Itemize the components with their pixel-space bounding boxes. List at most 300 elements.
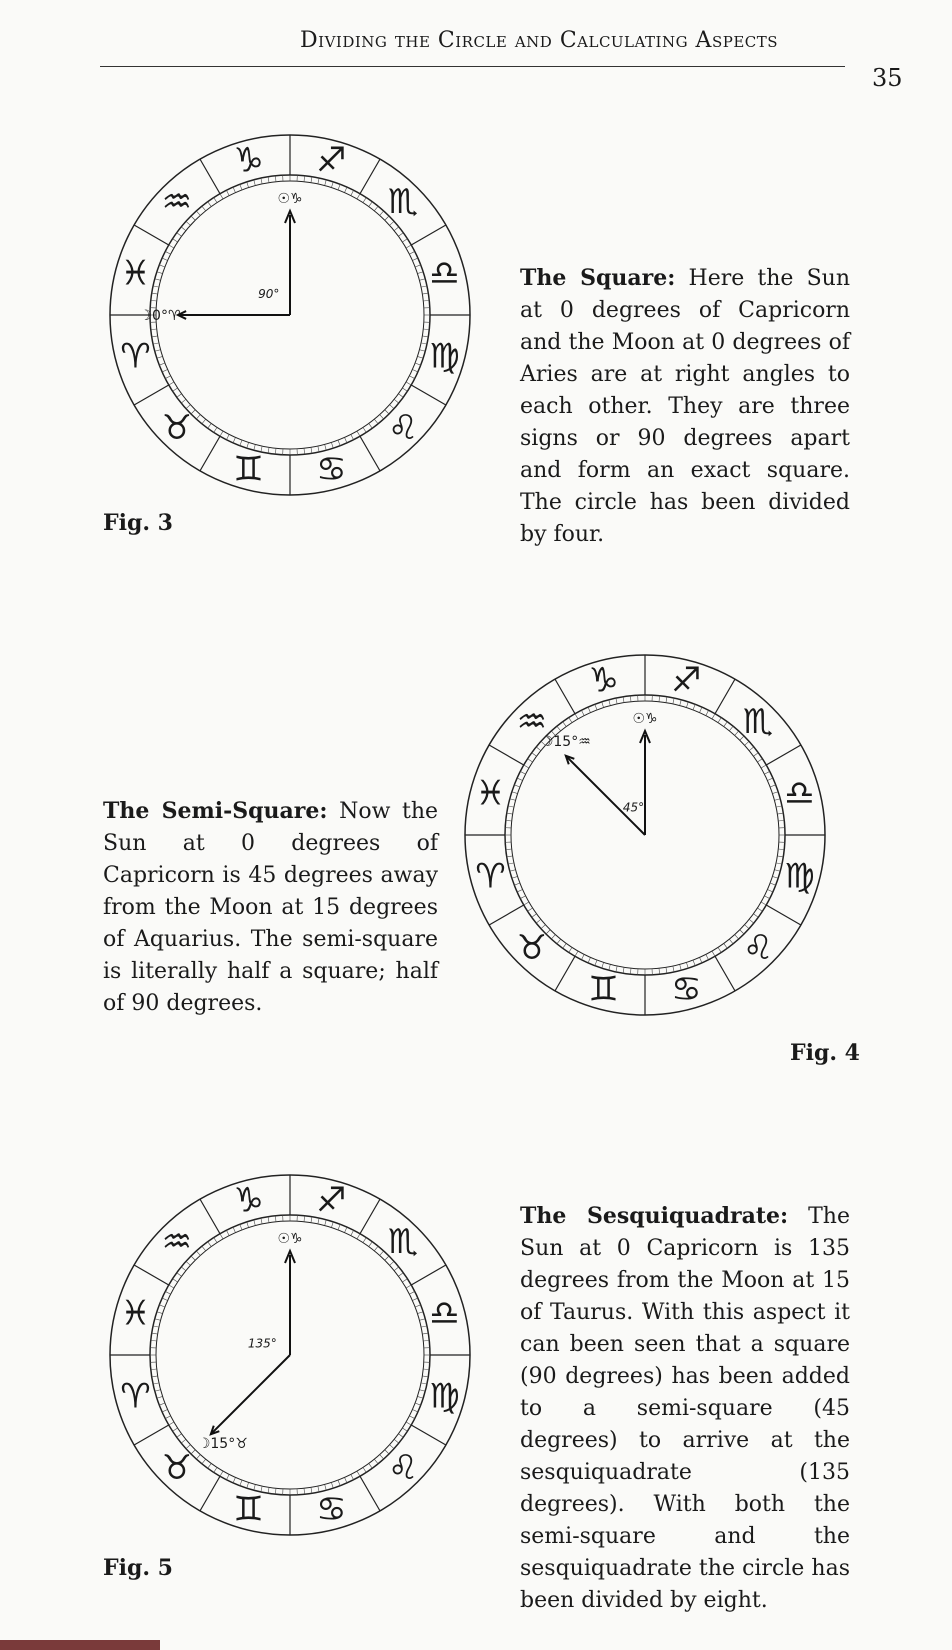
zodiac-sign-glyph: ♏ [387, 1221, 419, 1262]
degree-tick [630, 968, 631, 974]
sign-divider [200, 1476, 220, 1511]
degree-tick [173, 239, 178, 242]
degree-tick [240, 184, 242, 190]
sign-divider [715, 679, 735, 714]
degree-tick [247, 442, 249, 448]
degree-tick [357, 1471, 360, 1476]
zodiac-sign-glyph: ♈ [120, 1376, 151, 1417]
degree-tick [390, 1261, 394, 1265]
sign-divider [360, 159, 380, 194]
degree-tick [507, 813, 513, 814]
degree-tick [417, 1396, 423, 1398]
degree-tick [357, 431, 360, 436]
degree-tick [173, 1428, 178, 1431]
sign-divider [555, 956, 575, 991]
degree-tick [764, 771, 769, 774]
degree-tick [724, 722, 728, 727]
degree-tick [575, 951, 578, 956]
degree-tick [374, 206, 378, 211]
degree-tick [588, 957, 590, 962]
degree-tick [374, 419, 378, 424]
moon-position-label: ☽15°♉ [197, 1436, 248, 1453]
degree-tick [390, 221, 394, 225]
degree-tick [311, 447, 312, 453]
degree-tick [157, 1312, 163, 1314]
degree-tick [196, 1251, 200, 1255]
degree-tick [417, 272, 423, 274]
degree-tick [767, 778, 772, 780]
zodiac-sign-glyph: ♒ [161, 181, 193, 222]
degree-tick [659, 968, 660, 974]
sign-divider [766, 905, 801, 925]
degree-tick [422, 293, 428, 294]
degree-tick [357, 1234, 360, 1239]
degree-tick [514, 785, 520, 787]
degree-tick [394, 399, 399, 403]
sign-divider [766, 745, 801, 765]
degree-tick [764, 896, 769, 899]
degree-tick [693, 704, 695, 710]
degree-tick [412, 1298, 417, 1300]
degree-tick [569, 718, 572, 723]
sign-divider [134, 1265, 169, 1285]
degree-tick [162, 258, 167, 260]
degree-tick [268, 447, 269, 453]
degree-tick [304, 1216, 305, 1222]
degree-tick [155, 350, 161, 352]
degree-tick [745, 741, 749, 745]
degree-tick [181, 227, 186, 231]
sun-position-label: ☉♑ [632, 711, 658, 727]
zodiac-sign-glyph: ♎ [784, 773, 815, 814]
degree-tick [345, 187, 347, 192]
degree-tick [208, 202, 212, 207]
sign-divider [360, 1199, 380, 1234]
degree-tick [233, 437, 235, 442]
degree-tick [421, 343, 427, 344]
zodiac-sign-glyph: ♋ [671, 969, 702, 1010]
degree-tick [419, 279, 425, 281]
sign-divider [411, 1265, 446, 1285]
degree-tick [700, 707, 702, 712]
sign-divider [360, 1476, 380, 1511]
degree-tick [173, 1279, 178, 1282]
degree-tick [159, 1305, 165, 1307]
degree-tick [700, 957, 702, 962]
degree-tick [331, 1482, 333, 1488]
degree-tick [268, 1217, 269, 1223]
degree-tick [409, 1416, 414, 1419]
degree-tick [374, 1459, 378, 1464]
aspect-angle-label: 45° [622, 800, 645, 815]
degree-tick [177, 1434, 182, 1438]
degree-tick [753, 914, 758, 918]
degree-tick [609, 700, 611, 706]
degree-tick [357, 194, 360, 199]
degree-tick [220, 194, 223, 199]
degree-tick [595, 704, 597, 710]
degree-tick [268, 177, 269, 183]
zodiac-sign-glyph: ♒ [516, 701, 548, 742]
degree-tick [666, 967, 667, 973]
degree-tick [595, 960, 597, 966]
degree-tick [169, 245, 174, 248]
degree-tick [623, 967, 624, 973]
sign-divider [411, 385, 446, 405]
degree-tick [767, 890, 772, 892]
sign-divider [360, 436, 380, 471]
degree-tick [398, 394, 403, 398]
semi-square-paragraph [103, 795, 438, 1020]
sign-divider [134, 1425, 169, 1445]
sign-divider [715, 956, 735, 991]
moon-position-label: ☽0°♈ [139, 308, 181, 324]
degree-tick [421, 286, 427, 287]
degree-tick [419, 1390, 425, 1392]
degree-tick [412, 1410, 417, 1412]
degree-tick [735, 935, 739, 939]
degree-tick [159, 1403, 165, 1405]
degree-tick [196, 1455, 200, 1459]
degree-tick [532, 753, 537, 757]
degree-tick [402, 388, 407, 391]
degree-tick [557, 939, 561, 944]
degree-tick [729, 939, 733, 944]
degree-tick [196, 211, 200, 215]
degree-tick [398, 233, 403, 237]
degree-tick [510, 799, 516, 801]
degree-tick [415, 1403, 421, 1405]
sign-divider [411, 1425, 446, 1445]
degree-tick [162, 370, 167, 372]
degree-tick [181, 1439, 186, 1443]
degree-tick [394, 227, 399, 231]
zodiac-sign-glyph: ♌ [742, 928, 774, 969]
square-body: Here the Sun at 0 degrees of Capricorn and the Moon at 0 degrees of Aries are at right angles to each other. They are three signs or 90 degrees apart and form an exact square. The circle has been divided by four. [520, 266, 850, 547]
degree-tick [415, 363, 421, 365]
degree-tick [524, 902, 529, 905]
degree-tick [774, 799, 780, 801]
running-header: Dividing the Circle and Calculating Aspects [300, 28, 779, 53]
zodiac-sign-glyph: ♊ [233, 1489, 264, 1530]
sign-divider [200, 436, 220, 471]
moon-position-label: ☽15°♒ [540, 733, 591, 750]
degree-tick [778, 849, 784, 850]
degree-tick [247, 182, 249, 188]
degree-tick [757, 908, 762, 911]
zodiac-wheel-fig4 [465, 650, 825, 1024]
degree-tick [162, 1298, 167, 1300]
degree-tick [422, 1376, 428, 1377]
degree-tick [311, 1487, 312, 1493]
degree-tick [233, 187, 235, 192]
zodiac-sign-glyph: ♐ [671, 660, 702, 701]
degree-tick [778, 820, 784, 821]
zodiac-sign-glyph: ♉ [161, 1448, 193, 1489]
degree-tick [402, 1279, 407, 1282]
degree-tick [680, 700, 682, 706]
degree-tick [338, 184, 340, 190]
degree-tick [325, 180, 327, 186]
degree-tick [275, 448, 276, 454]
degree-tick [506, 849, 512, 850]
zodiac-sign-glyph: ♐ [316, 140, 347, 181]
degree-tick [412, 258, 417, 260]
degree-tick [623, 697, 624, 703]
degree-tick [220, 1471, 223, 1476]
degree-tick [563, 722, 567, 727]
degree-tick [226, 1474, 229, 1479]
degree-tick [536, 919, 541, 923]
degree-tick [409, 376, 414, 379]
degree-tick [508, 863, 514, 864]
degree-tick [331, 182, 333, 188]
degree-tick [345, 1227, 347, 1232]
degree-tick [520, 896, 525, 899]
zodiac-sign-glyph: ♓ [120, 253, 151, 294]
sign-divider [200, 159, 220, 194]
degree-tick [421, 1326, 427, 1327]
degree-tick [369, 1463, 373, 1468]
degree-tick [380, 211, 384, 215]
zodiac-sign-glyph: ♐ [316, 1180, 347, 1221]
degree-tick [729, 726, 733, 731]
sign-divider [489, 905, 524, 925]
degree-tick [718, 947, 721, 952]
degree-tick [208, 1242, 212, 1247]
zodiac-sign-glyph: ♋ [316, 449, 347, 490]
zodiac-sign-glyph: ♍ [429, 1376, 460, 1417]
degree-tick [275, 1216, 276, 1222]
degree-tick [151, 300, 157, 301]
degree-tick [686, 702, 688, 708]
zodiac-sign-glyph: ♈ [475, 856, 506, 897]
semi-square-body: Now the Sun at 0 degrees of Capricorn is 45 degrees away from the Moon at 15 degrees of Aquarius. The semi-square is literally half a square; half of 90 degrees. [103, 799, 439, 1016]
degree-tick [514, 883, 520, 885]
degree-tick [153, 1326, 159, 1327]
degree-tick [173, 388, 178, 391]
degree-tick [686, 962, 688, 968]
aspect-angle-label: 135° [247, 1336, 277, 1351]
zodiac-sign-glyph: ♊ [233, 449, 264, 490]
degree-tick [304, 176, 305, 182]
degree-tick [338, 440, 340, 446]
degree-tick [311, 177, 312, 183]
sign-divider [489, 745, 524, 765]
degree-tick [777, 856, 783, 857]
degree-tick [774, 870, 780, 872]
degree-tick [718, 718, 721, 723]
degree-tick [402, 239, 407, 242]
degree-tick [757, 759, 762, 762]
degree-tick [202, 1246, 206, 1251]
degree-tick [254, 1220, 256, 1226]
degree-tick [369, 202, 373, 207]
degree-tick [345, 1477, 347, 1482]
degree-tick [226, 434, 229, 439]
degree-tick [406, 1422, 411, 1425]
degree-tick [419, 1319, 425, 1321]
degree-tick [157, 356, 163, 358]
degree-tick [770, 883, 776, 885]
degree-tick [214, 427, 217, 432]
degree-tick [422, 336, 428, 337]
degree-tick [588, 707, 590, 712]
degree-tick [753, 753, 758, 757]
degree-tick [214, 198, 217, 203]
degree-tick [152, 293, 158, 294]
degree-tick [214, 1467, 217, 1472]
degree-tick [196, 415, 200, 419]
degree-tick [247, 1482, 249, 1488]
degree-tick [706, 710, 709, 715]
moon-aspect-line [566, 756, 645, 835]
zodiac-sign-glyph: ♍ [429, 336, 460, 377]
degree-tick [776, 863, 782, 864]
degree-tick [177, 394, 182, 398]
degree-tick [770, 785, 776, 787]
degree-tick [772, 876, 778, 878]
degree-tick [202, 1459, 206, 1464]
wheel-svg-fig5 [110, 1170, 470, 1540]
sign-divider [200, 1199, 220, 1234]
degree-tick [557, 726, 561, 731]
degree-tick [181, 1267, 186, 1271]
degree-tick [363, 1238, 366, 1243]
degree-tick [275, 1488, 276, 1494]
degree-tick [157, 1396, 163, 1398]
zodiac-sign-glyph: ♓ [475, 773, 506, 814]
fig3-label: Fig. 3 [103, 510, 173, 536]
degree-tick [151, 1340, 157, 1341]
degree-tick [422, 1333, 428, 1334]
degree-tick [693, 960, 695, 966]
degree-tick [220, 1234, 223, 1239]
degree-tick [374, 1246, 378, 1251]
degree-tick [369, 423, 373, 428]
degree-tick [202, 206, 206, 211]
zodiac-sign-glyph: ♋ [316, 1489, 347, 1530]
degree-tick [162, 1410, 167, 1412]
degree-tick [155, 1319, 161, 1321]
zodiac-sign-glyph: ♉ [161, 408, 193, 449]
degree-tick [630, 696, 631, 702]
degree-tick [363, 198, 366, 203]
square-paragraph [520, 262, 850, 551]
degree-tick [169, 1422, 174, 1425]
degree-tick [712, 951, 715, 956]
degree-tick [240, 1480, 242, 1486]
degree-tick [512, 876, 518, 878]
aspect-angle-label: 90° [258, 286, 280, 301]
degree-tick [575, 714, 578, 719]
degree-tick [226, 190, 229, 195]
degree-tick [338, 1480, 340, 1486]
degree-tick [155, 1390, 161, 1392]
degree-tick [165, 251, 170, 254]
degree-tick [351, 190, 354, 195]
zodiac-sign-glyph: ♊ [588, 969, 619, 1010]
degree-tick [345, 437, 347, 442]
degree-tick [581, 954, 584, 959]
degree-tick [706, 954, 709, 959]
sun-position-label: ☉♑ [277, 191, 303, 207]
zodiac-sign-glyph: ♎ [429, 1293, 460, 1334]
degree-tick [412, 370, 417, 372]
degree-tick [226, 1230, 229, 1235]
degree-tick [417, 1312, 423, 1314]
degree-tick [602, 702, 604, 708]
degree-tick [528, 908, 533, 911]
degree-tick [423, 329, 429, 330]
degree-tick [275, 176, 276, 182]
degree-tick [402, 1428, 407, 1431]
degree-tick [569, 947, 572, 952]
square-title: The Square: [520, 265, 676, 291]
degree-tick [380, 1455, 384, 1459]
degree-tick [254, 180, 256, 186]
degree-tick [524, 765, 529, 768]
fig5-label: Fig. 5 [103, 1555, 173, 1581]
degree-tick [177, 233, 182, 237]
moon-aspect-line [211, 1355, 290, 1434]
degree-tick [165, 1291, 170, 1294]
semi-square-title: The Semi-Square: [103, 798, 328, 824]
zodiac-sign-glyph: ♌ [387, 408, 419, 449]
degree-tick [155, 279, 161, 281]
page-number: 35 [872, 64, 903, 92]
degree-tick [233, 1227, 235, 1232]
zodiac-sign-glyph: ♈ [120, 336, 151, 377]
zodiac-sign-glyph: ♍ [784, 856, 815, 897]
degree-tick [749, 919, 754, 923]
degree-tick [506, 820, 512, 821]
degree-tick [423, 1340, 429, 1341]
degree-tick [380, 1251, 384, 1255]
sun-position-label: ☉♑ [277, 1231, 303, 1247]
wheel-svg-fig3 [110, 130, 470, 500]
degree-tick [749, 747, 754, 751]
sign-divider [411, 225, 446, 245]
degree-tick [423, 300, 429, 301]
degree-tick [363, 427, 366, 432]
degree-tick [186, 221, 190, 225]
zodiac-wheel-fig3 [110, 130, 470, 504]
zodiac-sign-glyph: ♑ [588, 660, 619, 701]
degree-tick [152, 1333, 158, 1334]
degree-tick [415, 1305, 421, 1307]
degree-tick [507, 856, 513, 857]
degree-tick [331, 1222, 333, 1228]
zodiac-wheel-fig5 [110, 1170, 470, 1544]
sesquiquadrate-paragraph [520, 1200, 850, 1617]
degree-tick [351, 1230, 354, 1235]
degree-tick [761, 902, 766, 905]
zodiac-sign-glyph: ♏ [742, 701, 774, 742]
degree-tick [159, 363, 165, 365]
degree-tick [202, 419, 206, 424]
sign-divider [134, 225, 169, 245]
degree-tick [169, 1285, 174, 1288]
degree-tick [153, 1383, 159, 1384]
degree-tick [563, 943, 567, 948]
degree-tick [520, 771, 525, 774]
degree-tick [406, 245, 411, 248]
degree-tick [724, 943, 728, 948]
degree-tick [602, 962, 604, 968]
degree-tick [165, 1416, 170, 1419]
degree-tick [409, 251, 414, 254]
